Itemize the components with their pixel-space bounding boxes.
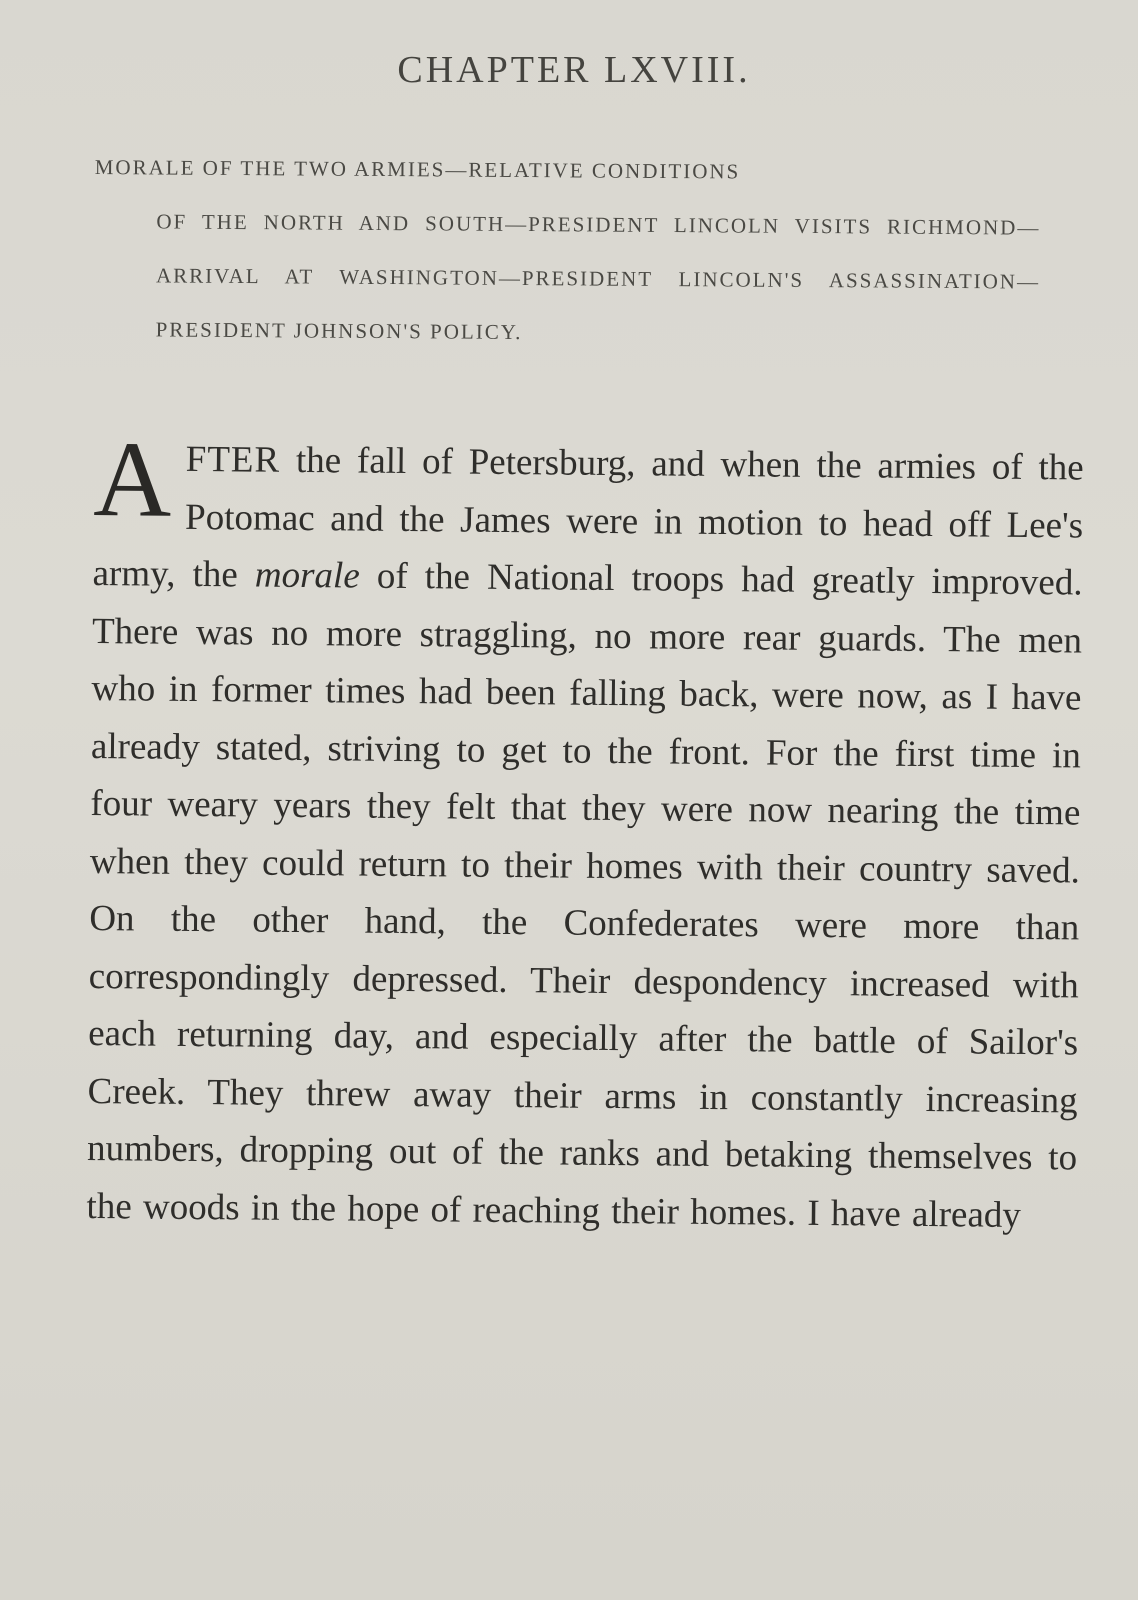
chapter-title: CHAPTER LXVIII. bbox=[397, 49, 751, 91]
chapter-synopsis bbox=[93, 140, 1040, 363]
body-paragraph bbox=[86, 420, 1084, 1244]
body-text-part-2: of the National troops had greatly improved. There was no more straggling, no more rear guards. The men who in former times had been falling back, were now, as I have already stated, striving to get to the front. For the first time in four weary years they felt that they were now nearing the time when they could return to their homes with their country saved. On the other hand, the Confederates were more than correspondingly depressed. Their despondency increased with each returning day, and especially after the battle of Sailor's Creek. They threw away their arms in constantly increasing numbers, dropping out of the ranks and betaking themselves to the woods in the hope of reaching their homes. I have already bbox=[86, 555, 1083, 1236]
opening-word: FTER bbox=[185, 438, 281, 481]
italic-morale: morale bbox=[254, 554, 360, 597]
synopsis-first-line: MORALE OF THE TWO ARMIES—RELATIVE CONDITIONS bbox=[94, 154, 741, 184]
body-text-part-1: the fall of Petersburg, and when the armies of the Potomac and the James were in motion to head off Lee's army, the bbox=[92, 439, 1084, 596]
synopsis-continuation: OF THE NORTH AND SOUTH—PRESIDENT LINCOLN VISITS RICHMOND—ARRIVAL AT WASHINGTON—PRESIDENT LINCOLN'S ASSASSINATION—PRESIDENT JOHNSON'S POLICY. bbox=[155, 209, 1041, 344]
drop-cap-letter: A bbox=[92, 420, 173, 540]
